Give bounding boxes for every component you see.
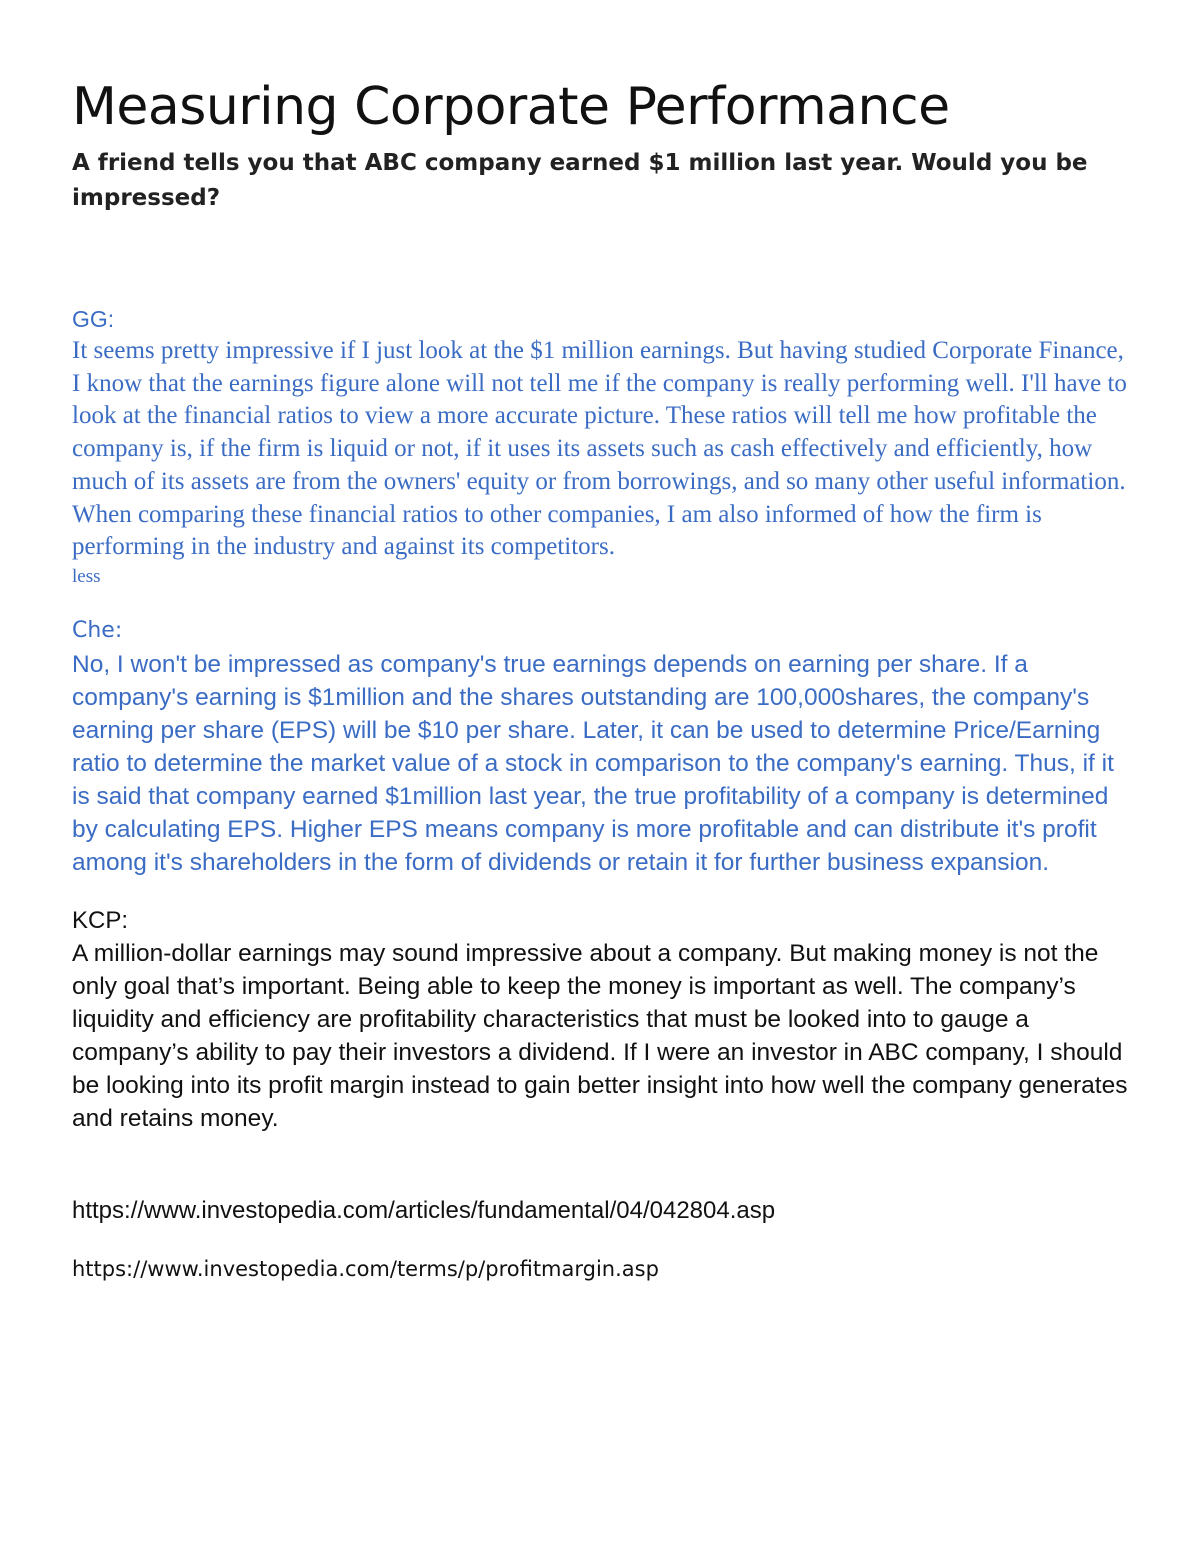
- response-gg: [72, 303, 1132, 590]
- response-kcp: [72, 904, 1132, 1136]
- response-author-che: Che:: [72, 617, 123, 643]
- reference-link-investopedia-fundamental[interactable]: https://www.investopedia.com/articles/fundamental/04/042804.asp: [72, 1197, 776, 1225]
- response-che: [72, 614, 1132, 880]
- document-page: [72, 74, 1132, 1285]
- response-text-kcp: A million-dollar earnings may sound impressive about a company. But making money is not the only goal that’s important. Being able to keep the money is important as well. The company’s liquidity and efficiency are profitability characteristics that must be looked into to gauge a company’s ability to pay their investors a dividend. If I were an investor in ABC company, I should be looking into its profit margin instead to gain better insight into how well the company generates and retains money.: [72, 939, 1128, 1133]
- response-text-che: No, I won't be impressed as company's true earnings depends on earning per share. If a company's earning is $1million and the shares outstanding are 100,000shares, the company's earning per share (EPS) will be $10 per share. Later, it can be used to determine Price/Earning ratio to determine the market value of a stock in comparison to the company's earning. Thus, if it is said that company earned $1million last year, the true profitability of a company is determined by calculating EPS. Higher EPS means company is more profitable and can distribute it's profit among it's shareholders in the form of dividends or retain it for further business expansion.: [72, 650, 1114, 877]
- response-author-gg: GG:: [72, 306, 115, 332]
- discussion-question: A friend tells you that ABC company earned $1 million last year. Would you be impressed?: [72, 150, 1088, 211]
- response-author-kcp: KCP:: [72, 906, 129, 934]
- page-title: Measuring Corporate Performance: [72, 77, 950, 137]
- less-link[interactable]: less: [72, 565, 101, 587]
- response-text-gg: It seems pretty impressive if I just look at the $1 million earnings. But having studied Corporate Finance, I know that the earnings figure alone will not tell me if the company is really performing well. I'll have to look at the financial ratios to view a more accurate picture. These ratios will tell me how profitable the company is, if the firm is liquid or not, if it uses its assets such as cash effectively and efficiently, how much of its assets are from the owners' equity or from borrowings, and so many other useful information. When comparing these financial ratios to other companies, I am also informed of how the firm is performing in the industry and against its competitors.: [72, 337, 1127, 561]
- reference-link-investopedia-profit-margin[interactable]: https://www.investopedia.com/terms/p/profitmargin.asp: [72, 1257, 659, 1282]
